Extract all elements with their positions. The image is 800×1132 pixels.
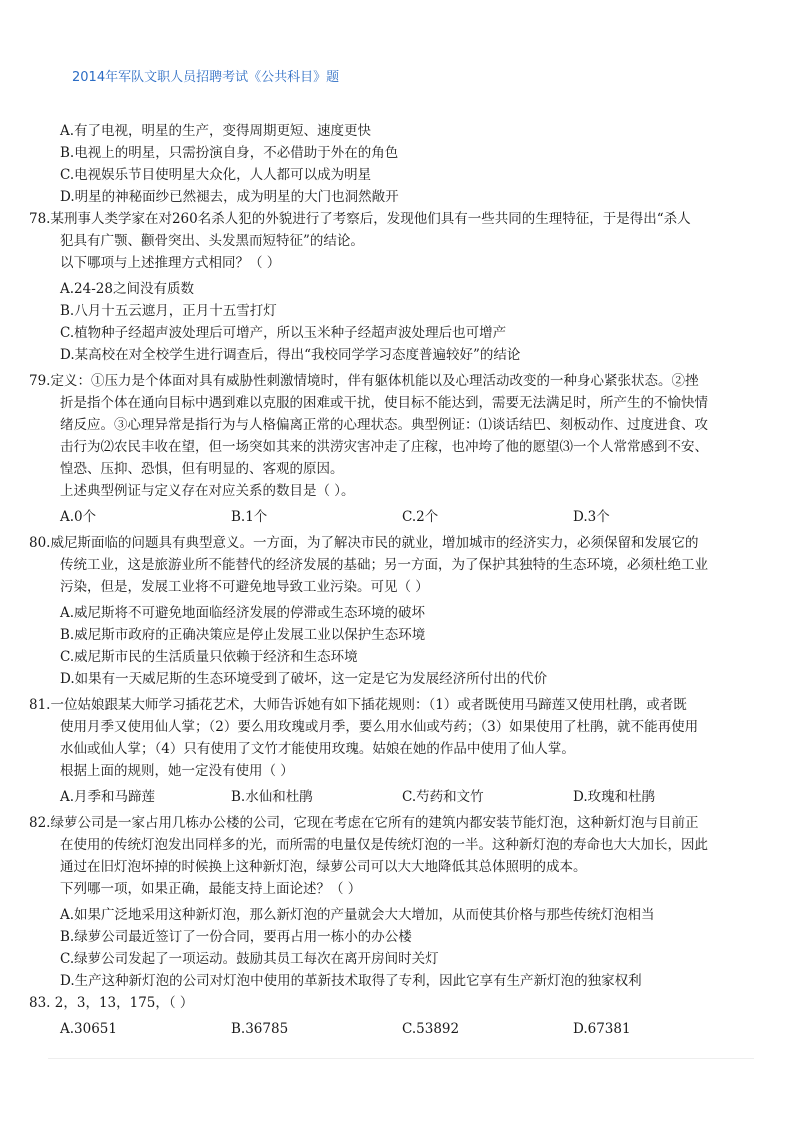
- question-79-text-4: 击行为⑵农民丰收在望，但一场突如其来的洪涝灾害冲走了庄稼，也冲垮了他的愿望⑶一个人常常感到不安、: [60, 439, 708, 455]
- question-82-text-3: 通过在旧灯泡坏掉的时候换上这种新灯泡，绿萝公司可以大大地降低其总体照明的成本。: [60, 859, 587, 875]
- option-a: A.24-28之间没有质数: [60, 281, 194, 297]
- question-82-text-2: 在使用的传统灯泡发出同样多的光，而所需的电量仅是传统灯泡的一半。这种新灯泡的寿命也大大加长，因此: [60, 837, 708, 853]
- question-78-prompt: 以下哪项与上述推理方式相同？（ ）: [60, 255, 281, 271]
- document-header-title: 2014年军队文职人员招聘考试《公共科目》题: [72, 70, 340, 85]
- option-d: D.明星的神秘面纱已然褪去，成为明星的大门也洞然敞开: [60, 189, 399, 205]
- option-d: D.67381: [573, 1021, 631, 1037]
- question-78-text-2: 犯具有广颚、颧骨突出、头发黑而短特征”的结论。: [60, 233, 364, 249]
- question-80-text-2: 传统工业，这是旅游业所不能替代的经济发展的基础；另一方面，为了保护其独特的生态环境，必须杜绝工业: [60, 557, 708, 573]
- question-81-options: [58, 786, 748, 808]
- option-b: B.电视上的明星，只需扮演自身，不必借助于外在的角色: [60, 145, 399, 161]
- question-83: [29, 992, 748, 1040]
- question-80-text-3: 污染，但是，发展工业将不可避免地导致工业污染。可见（ ）: [60, 579, 429, 595]
- option-a: A.威尼斯将不可避免地面临经济发展的停滞或生态环境的破坏: [60, 605, 426, 621]
- page-bottom-divider: [48, 1058, 754, 1059]
- question-80-text-1: 80.威尼斯面临的问题具有典型意义。一方面，为了解决市民的就业，增加城市的经济实力，必须保留和发展它的: [29, 535, 699, 551]
- question-82-text-1: 82.绿萝公司是一家占用几栋办公楼的公司，它现在考虑在它所有的建筑内都安装节能灯泡，这种新灯泡与目前正: [29, 815, 699, 831]
- option-c: C.芍药和文竹: [402, 789, 484, 805]
- option-b: B.水仙和杜鹃: [231, 789, 313, 805]
- question-79-prompt: 上述典型例证与定义存在对应关系的数目是（ ）。: [60, 483, 355, 499]
- option-b: B.八月十五云遮月，正月十五雪打灯: [60, 303, 277, 319]
- option-c: C.53892: [402, 1021, 460, 1037]
- question-81-text-2: 使用月季又使用仙人掌；（2）要么用玫瑰或月季，要么用水仙或芍药；（3）如果使用了杜鹃，就不能再使用: [60, 719, 699, 735]
- question-79-text-1: 79.定义：①压力是个体面对具有威胁性刺激情境时，伴有躯体机能以及心理活动改变的一种身心紧张状态。②挫: [29, 373, 699, 389]
- question-79: [29, 370, 748, 528]
- question-79-text-2: 折是指个体在通向目标中遇到难以克服的困难或干扰，使目标不能达到，需要无法满足时，所产生的不愉快情: [60, 395, 708, 411]
- question-79-text-5: 惶恐、压抑、恐惧，但有明显的、客观的原因。: [60, 461, 344, 477]
- option-d: D.玫瑰和杜鹃: [573, 789, 656, 805]
- option-a: A.0个: [60, 509, 97, 525]
- option-d: D.如果有一天威尼斯的生态环境受到了破坏，这一定是它为发展经济所付出的代价: [60, 671, 548, 687]
- option-b: B.1个: [231, 509, 268, 525]
- option-d: D.3个: [573, 509, 610, 525]
- question-81-text-3: 水仙或仙人掌；（4）只有使用了文竹才能使用玫瑰。姑娘在她的作品中使用了仙人掌。: [60, 741, 575, 757]
- question-83-text: 83. 2，3，13，175，（ ）: [29, 995, 194, 1011]
- question-79-options: [58, 506, 748, 528]
- option-a: A.如果广泛地采用这种新灯泡，那么新灯泡的产量就会大大增加，从而使其价格与那些传统灯泡相当: [60, 907, 655, 923]
- option-d: D.生产这种新灯泡的公司对灯泡中使用的革新技术取得了专利，因此它享有生产新灯泡的独家权利: [60, 973, 642, 989]
- question-81-text-1: 81.一位姑娘跟某大师学习插花艺术，大师告诉她有如下插花规则：（1）或者既使用马蹄莲又使用杜鹃，或者既: [29, 697, 687, 713]
- question-82: [29, 812, 748, 992]
- option-a: A.有了电视，明星的生产，变得周期更短、速度更快: [60, 123, 372, 139]
- option-b: B.36785: [231, 1021, 289, 1037]
- option-a: A.月季和马蹄莲: [60, 789, 156, 805]
- question-81: [29, 694, 748, 808]
- option-a: A.30651: [60, 1021, 117, 1037]
- question-79-text-3: 绪反应。③心理异常是指行为与人格偏离正常的心理状态。典型例证：⑴谈话结巴、刻板动作、过度进食、攻: [60, 417, 708, 433]
- question-80: [29, 532, 748, 690]
- question-78: [29, 208, 748, 366]
- option-b: B.绿萝公司最近签订了一份合同，要再占用一栋小的办公楼: [60, 929, 412, 945]
- question-82-prompt: 下列哪一项，如果正确，最能支持上面论述？（ ）: [60, 881, 362, 897]
- question-77-options: [58, 120, 748, 208]
- question-83-options: [58, 1018, 748, 1040]
- question-81-prompt: 根据上面的规则，她一定没有使用（ ）: [60, 763, 294, 779]
- option-c: C.威尼斯市民的生活质量只依赖于经济和生态环境: [60, 649, 358, 665]
- option-c: C.电视娱乐节目使明星大众化，人人都可以成为明星: [60, 167, 372, 183]
- question-78-text-1: 78.某刑事人类学家在对260名杀人犯的外貌进行了考察后，发现他们具有一些共同的生理特征，于是得出“杀人: [29, 211, 691, 227]
- option-c: C.植物种子经超声波处理后可增产，所以玉米种子经超声波处理后也可增产: [60, 325, 507, 341]
- option-d: D.某高校在对全校学生进行调查后，得出“我校同学学习态度普遍较好”的结论: [60, 347, 521, 363]
- option-b: B.威尼斯市政府的正确决策应是停止发展工业以保护生态环境: [60, 627, 426, 643]
- option-c: C.绿萝公司发起了一项运动。鼓励其员工每次在离开房间时关灯: [60, 951, 439, 967]
- option-c: C.2个: [402, 509, 439, 525]
- question-content: [29, 120, 748, 1040]
